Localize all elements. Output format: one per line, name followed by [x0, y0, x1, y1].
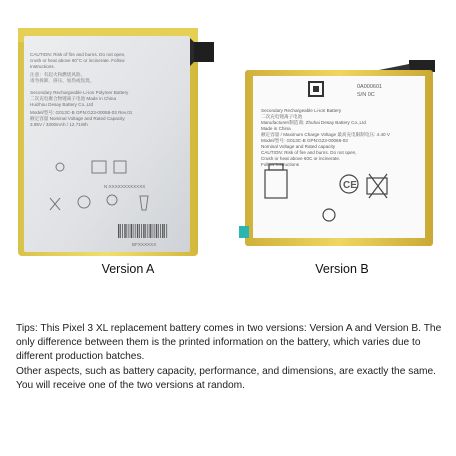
connector-plug [194, 42, 214, 62]
label-text-line: Made in China [261, 126, 291, 131]
barcode-bar [154, 224, 155, 238]
tips-paragraph-1: Tips: This Pixel 3 XL replacement battery comes in two versions: Version A and Version B. The only difference between them is the printed information on the battery, which varies due to different production batches. [16, 323, 442, 363]
barcode-bar [141, 224, 142, 238]
label-text-line: 二次充电聚合物锂离子电池 Made in China [30, 96, 117, 101]
label-code-line: N:XXXXXXXXXXXX [104, 184, 146, 189]
label-text-line: Model/型号: G013C-B GPN:G23-00068-03 [261, 138, 348, 143]
label-text-line: Secondary Rechargeable Li-ion Polymer Battery [30, 90, 129, 95]
barcode-bar [139, 224, 140, 238]
barcode-bar [124, 224, 125, 238]
barcode-bar [152, 224, 153, 238]
version-a-caption: Version A [101, 262, 155, 276]
label-text-line: CAUTION: Risk of fire and burns. Do not open, [30, 52, 126, 57]
pull-tab [239, 226, 249, 238]
label-text-line: 额定容量 Nominal Voltage and Rated Capacity [30, 116, 125, 121]
barcode-bar [162, 224, 163, 238]
barcode-bar [166, 224, 167, 238]
barcode-bar [147, 224, 148, 238]
barcode-bar [137, 224, 138, 238]
label-text-line: Manufacturer/制造商: Zhuhai Desay Battery Co.,Ltd [261, 120, 366, 125]
label-text-line: Huizhou Desay Battery Co.,Ltd [30, 102, 94, 107]
label-text-line: CAUTION: Risk of fire and burns. Do not open, [261, 150, 357, 155]
barcode-bar [126, 224, 127, 238]
label-text-line: Secondary Rechargeable Li-ion Battery [261, 108, 342, 113]
barcode-bar [122, 224, 123, 238]
barcode-bar [143, 224, 144, 238]
label-text-line: 请勿拆卸、挤压、加热或焦烧。 [30, 78, 95, 83]
label-text-line: Model/型号: G013C-B GPN:G23-00068-03 Rev.01 [30, 110, 133, 115]
tips-paragraph-2: Other aspects, such as battery capacity, performance, and dimensions, are exactly the same. You will receive one of the two versions at random. [16, 365, 436, 391]
label-text-line: 3.85V / 3300mAh / 12.71Wh [30, 122, 88, 127]
barcode-bar [150, 224, 151, 238]
label-code-text: 0A000601 [357, 84, 383, 90]
label-text-line: 二次充电锂离子电池 [261, 114, 303, 119]
barcode-bar [160, 224, 161, 238]
barcode-bar [131, 224, 132, 238]
label-text-line: crush or heat above 60°C or incinerate. Follow [30, 58, 125, 63]
ce-mark-text: CE [343, 180, 357, 191]
barcode-bar [133, 224, 134, 238]
barcode-bar [118, 224, 119, 238]
version-b-caption: Version B [315, 262, 369, 276]
label-text-line: Crush or heat above 60C or incinerate. [261, 156, 341, 161]
label-text-line: Nominal Voltage and Rated capacity [261, 144, 336, 149]
barcode-bar [158, 224, 159, 238]
label-text-line: 注意：有起火和燃烧风险。 [30, 72, 86, 77]
label-text-line: Instructions. [30, 64, 55, 69]
barcode-bar [164, 224, 165, 238]
barcode-bar [120, 224, 121, 238]
barcode-bar [129, 224, 130, 238]
label-text-line: Follow Instructions [261, 162, 300, 167]
tips-text [16, 322, 446, 393]
battery-version-a-image [14, 28, 224, 256]
label-text-line: 额定容量 / Maximum Charge Voltage 最高充电限制电压: 4.40 V [261, 132, 390, 137]
barcode-bar [156, 224, 157, 238]
label-serial-text: S/N 0C [357, 92, 375, 98]
barcode-bar [135, 224, 136, 238]
battery-version-b-image [239, 60, 439, 246]
barcode-text: BFXXXXXX [132, 242, 157, 247]
barcode-bar [145, 224, 146, 238]
